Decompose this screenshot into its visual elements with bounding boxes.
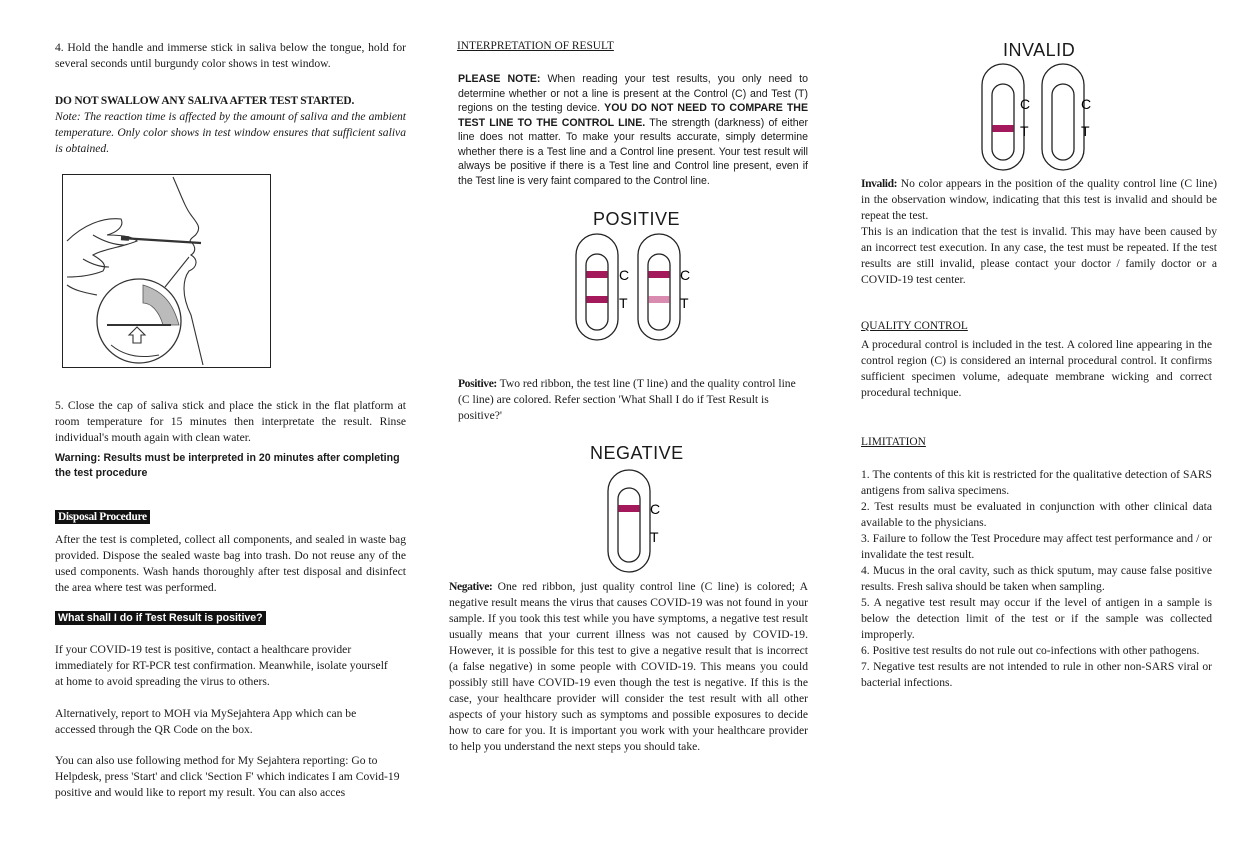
positive-strip-1-c-line	[587, 271, 608, 278]
limitation-item: 6. Positive test results do not rule out co-infections with other pathogens.	[861, 644, 1200, 657]
positive-paragraph-1: If your COVID-19 test is positive, contact a healthcare provider immediately for RT-PCR test confirmation. Meanwhile, isolate yourself at home to avoid spreading the virus to others.	[55, 643, 388, 688]
interpretation-time-warning: Warning: Results must be interpreted in 20 minutes after completing the test procedure	[55, 452, 400, 479]
please-note-label: PLEASE NOTE:	[458, 73, 541, 85]
positive-heading-wrap	[55, 611, 266, 626]
no-swallow-warning: DO NOT SWALLOW ANY SALIVA AFTER TEST STARTED.	[55, 95, 355, 107]
step-4-text: 4. Hold the handle and immerse stick in saliva below the tongue, hold for several seconds until burgundy color shows in test window.	[55, 41, 406, 70]
invalid-strip-2-t-label: T	[1081, 123, 1090, 139]
negative-strip-c-line	[619, 505, 640, 512]
positive-title: POSITIVE	[593, 209, 681, 229]
negative-title: NEGATIVE	[590, 443, 684, 463]
invalid-strip-2-c-label: C	[1081, 96, 1092, 112]
invalid-strip-2-outer	[1042, 64, 1084, 170]
limitation-item: 3. Failure to follow the Test Procedure may affect test performance and / or invalidate the test result.	[861, 532, 1212, 561]
positive-text: Two red ribbon, the test line (T line) and the quality control line (C line) are colored. Refer section 'What Shall I do if Test Result is positive?'	[458, 377, 796, 422]
limitation-item: 1. The contents of this kit is restricted for the qualitative detection of SARS antigens from saliva specimens.	[861, 468, 1212, 497]
positive-strip-1-window	[586, 254, 608, 330]
positive-strip-1-t-line	[587, 296, 608, 303]
negative-test-strip	[604, 468, 664, 576]
limitation-item: 7. Negative test results are not intended to rule in other non-SARS viral or bacterial infections.	[861, 660, 1212, 689]
please-note-paragraph	[458, 72, 808, 188]
invalid-strip-1-c-label: C	[1020, 96, 1031, 112]
positive-test-strips	[572, 232, 692, 344]
disposal-heading-wrap	[55, 509, 150, 525]
positive-strip-2-window	[648, 254, 670, 330]
limitation-item: 4. Mucus in the oral cavity, such as thick sputum, may cause false positive results. Fresh saliva should be taken when sampling.	[861, 564, 1212, 593]
negative-label: Negative:	[449, 580, 493, 593]
interpretation-heading: INTERPRETATION OF RESULT	[457, 40, 614, 52]
positive-result-heading: What shall I do if Test Result is positive?	[55, 611, 266, 625]
positive-strip-2-t-line-faint	[649, 296, 670, 303]
reaction-time-note: Note: The reaction time is affected by the amount of saliva and the ambient temperature. Only color shows in test window ensures that sufficient saliva is obtained.	[55, 110, 406, 155]
negative-strip-t-label: T	[650, 529, 659, 545]
invalid-strip-1-t-label: T	[1020, 123, 1029, 139]
disposal-text: After the test is completed, collect all components, and sealed in waste bag provided. Dispose the sealed waste bag into trash. Do not reuse any of the used components. Wash hands thoroughly after test disposal and disinfect the area where test was performed.	[55, 533, 406, 594]
limitation-list	[861, 467, 1212, 691]
limitation-item: 5. A negative test result may occur if the level of antigen in a sample is below the detection limit of the test or if the sample was collected improperly.	[861, 596, 1212, 641]
negative-description	[449, 579, 808, 755]
positive-strip-1-c-label: C	[619, 267, 630, 283]
negative-strip-c-label: C	[650, 501, 661, 517]
invalid-description	[861, 176, 1217, 224]
positive-strip-2-outer	[638, 234, 680, 340]
positive-paragraph-2: Alternatively, report to MOH via MySejahtera App which can be accessed through the QR Code on the box.	[55, 707, 357, 736]
invalid-strip-1-t-line	[993, 125, 1014, 132]
positive-strip-2-c-label: C	[680, 267, 691, 283]
invalid-title: INVALID	[1003, 40, 1076, 60]
positive-description	[458, 376, 803, 424]
invalid-paragraph-2: This is an indication that the test is invalid. This may have been caused by an incorrect test execution. In any case, the test must be repeated. If the test results are still invalid, please contact your doctor / family doctor or a COVID-19 test center.	[861, 225, 1217, 286]
step-5-text: 5. Close the cap of saliva stick and place the stick in the flat platform at room temperature for 15 minutes then interpretate the result. Rinse individual's mouth again with clean water.	[55, 399, 406, 444]
positive-strip-2-c-line	[649, 271, 670, 278]
invalid-strip-2-window	[1052, 84, 1074, 160]
saliva-collection-drawing	[63, 175, 270, 367]
quality-control-heading: QUALITY CONTROL	[861, 320, 968, 332]
invalid-strip-1-window	[992, 84, 1014, 160]
limitation-item: 2. Test results must be evaluated in conjunction with other clinical data available to the physicians.	[861, 500, 1212, 529]
please-note-text-a: When reading your test results, you only need to determine whether or not a line is present at the Control (C) and Test (T) regions on the testing device.	[458, 73, 808, 114]
saliva-collection-illustration	[62, 174, 271, 368]
invalid-text: No color appears in the position of the quality control line (C line) in the observation window, indicating that this test is invalid and should be repeat the test.	[861, 177, 1217, 222]
negative-strip-window	[618, 488, 640, 562]
positive-strip-1-t-label: T	[619, 295, 628, 311]
invalid-strip-1-outer	[982, 64, 1024, 170]
invalid-label: Invalid:	[861, 177, 898, 190]
positive-strip-2-t-label: T	[680, 295, 689, 311]
positive-paragraph-3: You can also use following method for My Sejahtera reporting: Go to Helpdesk, press 'Start' and click 'Section F' which indicates I am Covid-19 positive and would like to report my result. You can also acces	[55, 754, 400, 799]
please-note-text-b: The strength (darkness) of either line does not matter. To make your results accurate, simply determine whether there is a Test line and a Control line present. Your test result will always be positive if there is a Test line and Control line present, even if the Test line is very faint compared to the Control line.	[458, 116, 809, 187]
quality-control-text: A procedural control is included in the test. A colored line appearing in the control region (C) is considered an internal procedural control. It confirms sufficient specimen volume, adequate membrane wicking and correct procedural technique.	[861, 338, 1212, 399]
positive-label: Positive:	[458, 377, 497, 390]
invalid-test-strips	[978, 62, 1100, 174]
negative-text: One red ribbon, just quality control line (C line) is colored; A negative result means the virus that causes COVID-19 was not found in your sample. If you took this test while you have symptoms, a negative test result usually means that your current illness was not caused by COVID-19. However, it is possible for this test to give a negative result that is incorrect (a false negative) in some people with COVID-19. This means you could possibly still have COVID-19 even though the test is negative. If this is the case, your healthcare provider will consider the test result with all other aspects of your history such as symptoms and possible exposures to decide how to care for you. It is important you work with your healthcare provider to help you understand the next steps you should take.	[449, 580, 808, 753]
negative-strip-outer	[608, 470, 650, 572]
limitation-heading: LIMITATION	[861, 436, 926, 448]
please-note-bold: YOU DO NOT NEED TO COMPARE THE TEST LINE TO THE CONTROL LINE.	[458, 102, 809, 129]
disposal-heading: Disposal Procedure	[55, 510, 150, 524]
positive-strip-1-outer	[576, 234, 618, 340]
